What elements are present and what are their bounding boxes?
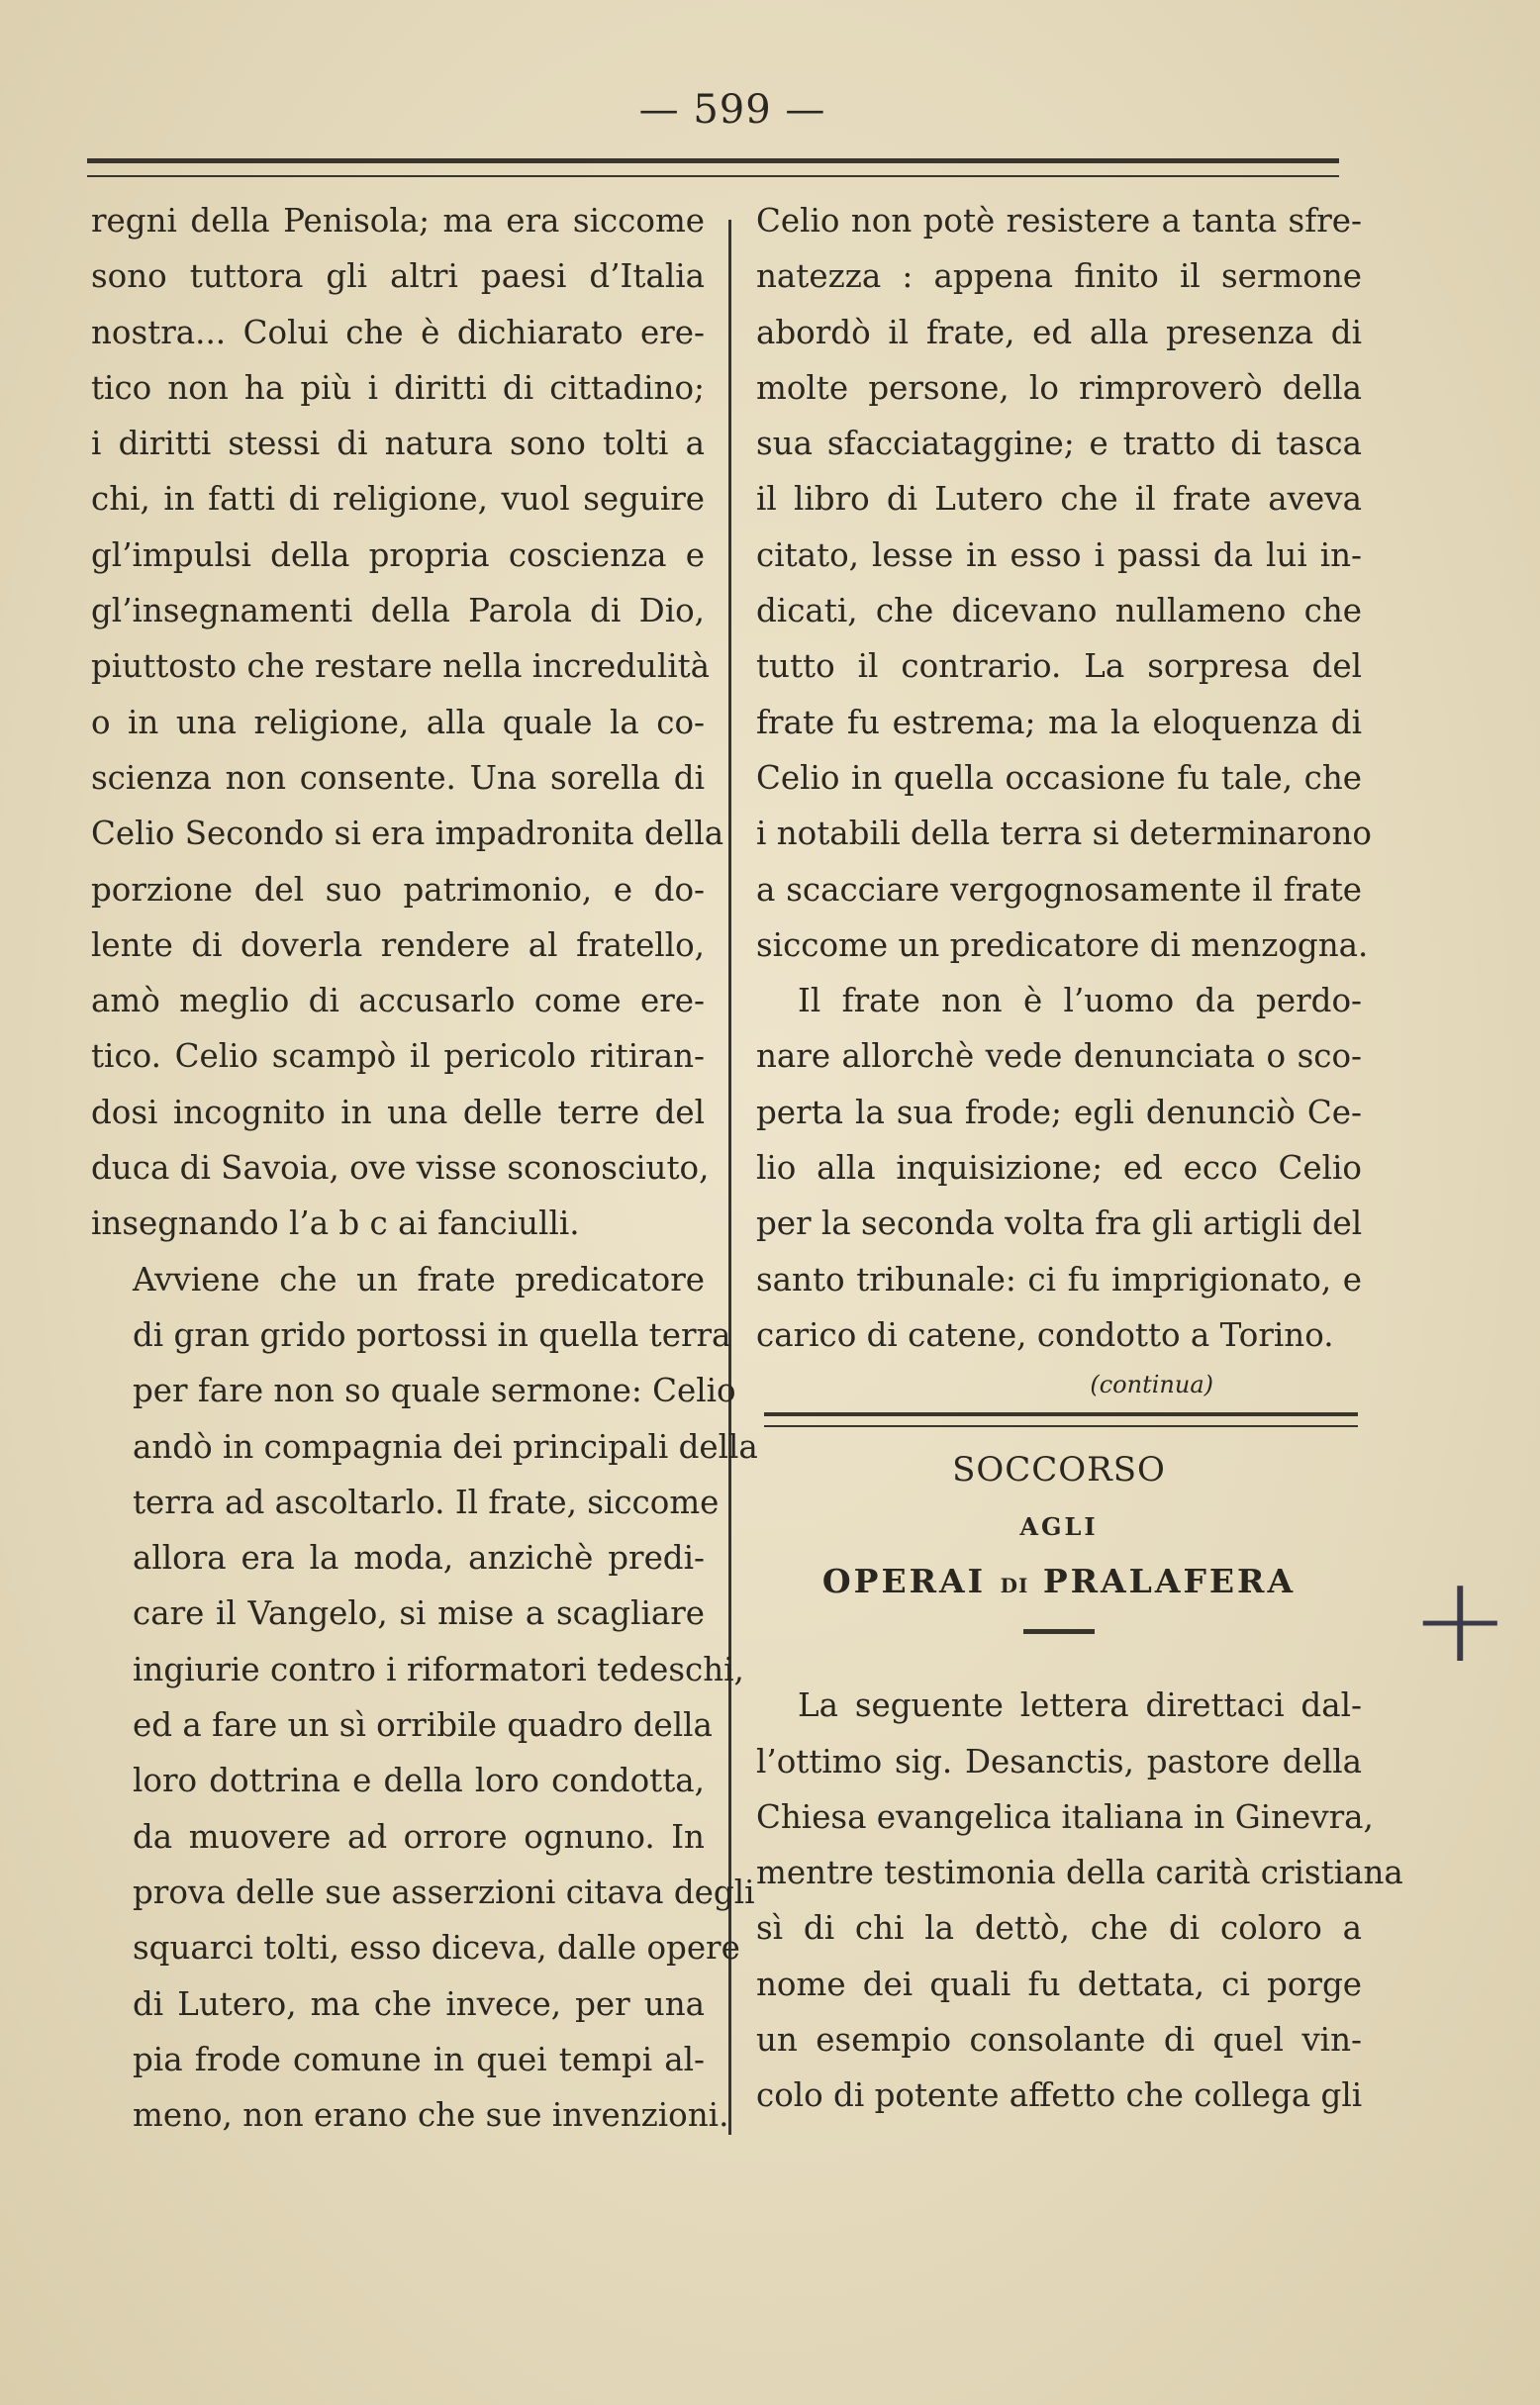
- text-line: sua sfacciataggine; e tratto di tasca: [756, 425, 1362, 463]
- text-line: molte persone, lo rimproverò della: [756, 368, 1362, 407]
- text-line: loro dottrina e della loro condotta,: [133, 1762, 705, 1800]
- text-line: meno, non erano che sue invenzioni.: [133, 2096, 729, 2135]
- text-line: Celio in quella occasione fu tale, che: [756, 758, 1362, 797]
- left-column: [91, 193, 758, 2143]
- text-line: frate fu estrema; ma la eloquenza di: [756, 703, 1362, 741]
- text-line: il libro di Lutero che il frate aveva: [756, 480, 1362, 519]
- header-rule: [87, 158, 1339, 177]
- text-line: natezza : appena finito il sermone: [756, 257, 1362, 296]
- text-line: santo tribunale: ci fu imprigionato, e: [756, 1260, 1362, 1299]
- text-line: i notabili della terra si determinarono: [756, 815, 1372, 853]
- handwritten-cross-mark: +: [1410, 1552, 1510, 1689]
- text-line: di gran grido portossi in quella terra: [133, 1315, 731, 1354]
- text-line: perta la sua frode; egli denunciò Ce-: [756, 1093, 1362, 1131]
- text-line: chi, in fatti di religione, vuol seguire: [91, 480, 705, 519]
- paragraph: [91, 193, 724, 1252]
- text-line: Celio Secondo si era impadronita della: [91, 815, 724, 853]
- text-line: duca di Savoia, ove visse sconosciuto,: [91, 1149, 710, 1188]
- paragraph: [756, 193, 1372, 973]
- text-line: prova delle sue asserzioni citava degli: [133, 1873, 755, 1911]
- text-line: l’ottimo sig. Desanctis, pastore della: [756, 1742, 1362, 1780]
- paragraph: [91, 1252, 758, 2144]
- text-line: citato, lesse in esso i passi da lui in-: [756, 535, 1362, 574]
- right-column: [756, 193, 1403, 2124]
- text-line: andò in compagnia dei principali della: [133, 1427, 758, 1466]
- text-line: dicati, che dicevano nullameno che: [756, 592, 1362, 630]
- text-line: ed a fare un sì orribile quadro della: [133, 1706, 713, 1745]
- text-line: amò meglio di accusarlo come ere-: [91, 982, 705, 1020]
- short-rule: [1023, 1629, 1095, 1634]
- column-divider: [728, 220, 731, 2135]
- text-line: gl’insegnamenti della Parola di Dio,: [91, 592, 705, 630]
- text-line: allora era la moda, anzichè predi-: [133, 1539, 705, 1578]
- text-line: pia frode comune in quei tempi al-: [133, 2040, 705, 2078]
- heading-place: PRALAFERA: [1042, 1562, 1297, 1601]
- text-line: colo di potente affetto che collega gli: [756, 2076, 1363, 2115]
- text-line: porzione del suo patrimonio, e do-: [91, 870, 705, 909]
- text-line: Il frate non è l’uomo da perdo-: [798, 982, 1362, 1020]
- text-line: dosi incognito in una delle terre del: [91, 1093, 705, 1131]
- text-line: squarci tolti, esso diceva, dalle opere: [133, 1929, 740, 1968]
- text-line: gl’impulsi della propria coscienza e: [91, 535, 705, 574]
- text-line: siccome un predicatore di menzogna.: [756, 925, 1369, 964]
- section-subtitle-agli: AGLI: [1019, 1512, 1099, 1542]
- text-line: Celio non potè resistere a tanta sfre-: [756, 202, 1362, 240]
- paragraph: [756, 1678, 1403, 2123]
- text-line: a scacciare vergognosamente il frate: [756, 870, 1362, 909]
- text-line: nare allorchè vede denunciata o sco-: [756, 1037, 1362, 1076]
- section-heading: [756, 1552, 1362, 1615]
- text-line: tutto il contrario. La sorpresa del: [756, 647, 1362, 686]
- page-number: — 599 —: [638, 87, 826, 133]
- text-line: scienza non consente. Una sorella di: [91, 758, 705, 797]
- text-line: o in una religione, alla quale la co-: [91, 703, 705, 741]
- text-line: abordò il frate, ed alla presenza di: [756, 313, 1362, 351]
- text-line: La seguente lettera direttaci dal-: [798, 1686, 1362, 1725]
- text-line: tico non ha più i diritti di cittadino;: [91, 368, 705, 407]
- text-line: piuttosto che restare nella incredulità: [91, 647, 711, 686]
- section-title: SOCCORSO: [952, 1450, 1166, 1491]
- heading-operai: OPERAI: [821, 1562, 987, 1601]
- text-line: un esempio consolante di quel vin-: [756, 2021, 1362, 2060]
- section-rule: [764, 1412, 1358, 1427]
- text-line: insegnando l’a b c ai fanciulli.: [91, 1204, 580, 1243]
- text-line: Avviene che un frate predicatore: [133, 1260, 705, 1299]
- text-line: per la seconda volta fra gli artigli del: [756, 1204, 1363, 1243]
- paragraph: [756, 973, 1362, 1363]
- text-line: Chiesa evangelica italiana in Ginevra,: [756, 1797, 1374, 1836]
- text-line: mentre testimonia della carità cristiana: [756, 1854, 1403, 1892]
- text-line: care il Vangelo, si mise a scagliare: [133, 1594, 705, 1633]
- text-line: regni della Penisola; ma era siccome: [91, 202, 705, 240]
- text-line: lio alla inquisizione; ed ecco Celio: [756, 1149, 1362, 1188]
- text-line: di Lutero, ma che invece, per una: [133, 1984, 705, 2023]
- text-line: carico di catene, condotto a Torino.: [756, 1315, 1334, 1354]
- text-line: lente di doverla rendere al fratello,: [91, 925, 705, 964]
- text-line: per fare non so quale sermone: Celio: [133, 1372, 736, 1410]
- heading-di: DI: [1000, 1574, 1029, 1598]
- continua-note: (continua): [1090, 1371, 1213, 1399]
- text-line: nostra... Colui che è dichiarato ere-: [91, 313, 705, 351]
- text-line: i diritti stessi di natura sono tolti a: [91, 425, 705, 463]
- text-line: terra ad ascoltarlo. Il frate, siccome: [133, 1483, 720, 1521]
- text-line: sono tuttora gli altri paesi d’Italia: [91, 257, 705, 296]
- text-line: nome dei quali fu dettata, ci porge: [756, 1965, 1362, 2003]
- text-line: sì di chi la dettò, che di coloro a: [756, 1909, 1362, 1948]
- text-line: tico. Celio scampò il pericolo ritiran-: [91, 1037, 705, 1076]
- text-line: ingiurie contro i riformatori tedeschi,: [133, 1650, 744, 1688]
- text-line: da muovere ad orrore ognuno. In: [133, 1817, 705, 1856]
